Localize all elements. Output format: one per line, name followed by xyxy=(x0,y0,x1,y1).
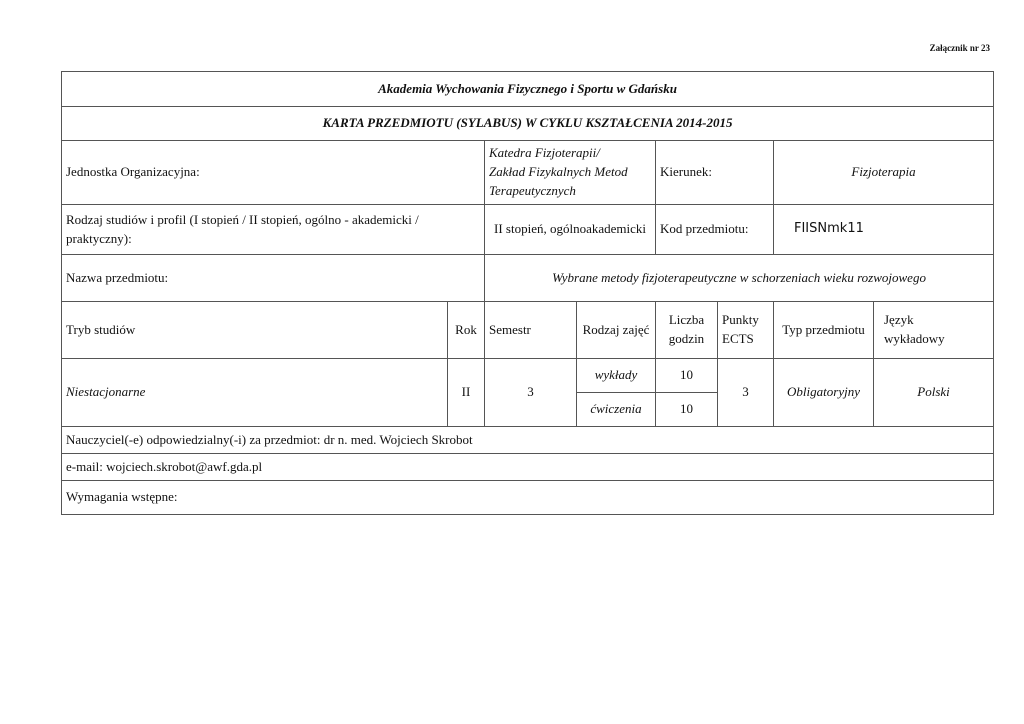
teacher-info: Nauczyciel(-e) odpowiedzialny(-i) za przedmiot: dr n. med. Wojciech Skrobot xyxy=(62,427,994,454)
study-type-row xyxy=(62,205,994,255)
course-name-label: Nazwa przedmiotu: xyxy=(62,255,485,302)
header-semester: Semestr xyxy=(485,302,577,359)
course-code-value: FIISNmk11 xyxy=(774,205,994,255)
header-hours xyxy=(656,302,718,359)
unit-value-line-3: Terapeutycznych xyxy=(489,182,576,198)
lecture-label: wykłady xyxy=(577,359,656,393)
mode-value: Niestacjonarne xyxy=(62,359,448,427)
institution-row xyxy=(62,72,994,107)
study-type-value: II stopień, ogólnoakademicki xyxy=(485,205,656,255)
unit-row xyxy=(62,141,994,205)
direction-value: Fizjoterapia xyxy=(774,141,994,205)
email-row xyxy=(62,454,994,481)
header-hours-line-1: Liczba xyxy=(668,312,705,328)
course-type-value: Obligatoryjny xyxy=(774,359,874,427)
ects-value: 3 xyxy=(718,359,774,427)
unit-value-line-2: Zakład Fizykalnych Metod xyxy=(489,164,628,180)
unit-value xyxy=(485,141,656,205)
course-code-label: Kod przedmiotu: xyxy=(656,205,774,255)
header-course-type: Typ przedmiotu xyxy=(774,302,874,359)
header-hours-line-2: godzin xyxy=(668,331,705,346)
institution-name: Akademia Wychowania Fizycznego i Sportu w Gdańsku xyxy=(62,72,994,107)
header-language xyxy=(874,302,994,359)
header-language-line-2: wykładowy xyxy=(884,331,945,346)
header-language-line-1: Język xyxy=(884,312,914,328)
schedule-row-lectures xyxy=(62,359,994,393)
lecture-hours: 10 xyxy=(656,359,718,393)
language-value: Polski xyxy=(874,359,994,427)
prerequisites-label: Wymagania wstępne: xyxy=(62,481,994,515)
unit-label: Jednostka Organizacyjna: xyxy=(62,141,485,205)
header-class-type: Rodzaj zajęć xyxy=(577,302,656,359)
course-name-value: Wybrane metody fizjoterapeutyczne w schorzeniach wieku rozwojowego xyxy=(485,255,994,302)
study-type-label: Rodzaj studiów i profil (I stopień / II stopień, ogólno - akademicki / praktyczny): xyxy=(62,205,485,255)
schedule-header-row xyxy=(62,302,994,359)
header-mode: Tryb studiów xyxy=(62,302,448,359)
exercise-hours: 10 xyxy=(656,393,718,427)
header-ects-line-1: Punkty xyxy=(722,312,759,328)
year-value: II xyxy=(448,359,485,427)
card-title-row xyxy=(62,107,994,141)
syllabus-table xyxy=(61,71,994,515)
direction-label: Kierunek: xyxy=(656,141,774,205)
course-name-row xyxy=(62,255,994,302)
semester-value: 3 xyxy=(485,359,577,427)
card-title: KARTA PRZEDMIOTU (SYLABUS) W CYKLU KSZTAŁCENIA 2014-2015 xyxy=(62,107,994,141)
prerequisites-row xyxy=(62,481,994,515)
unit-value-line-1: Katedra Fizjoterapii/ xyxy=(489,145,600,161)
annex-label: Załącznik nr 23 xyxy=(929,43,990,53)
teacher-row xyxy=(62,427,994,454)
header-ects-line-2: ECTS xyxy=(722,331,754,346)
header-year: Rok xyxy=(448,302,485,359)
teacher-email: e-mail: wojciech.skrobot@awf.gda.pl xyxy=(62,454,994,481)
exercise-label: ćwiczenia xyxy=(577,393,656,427)
header-ects xyxy=(718,302,774,359)
